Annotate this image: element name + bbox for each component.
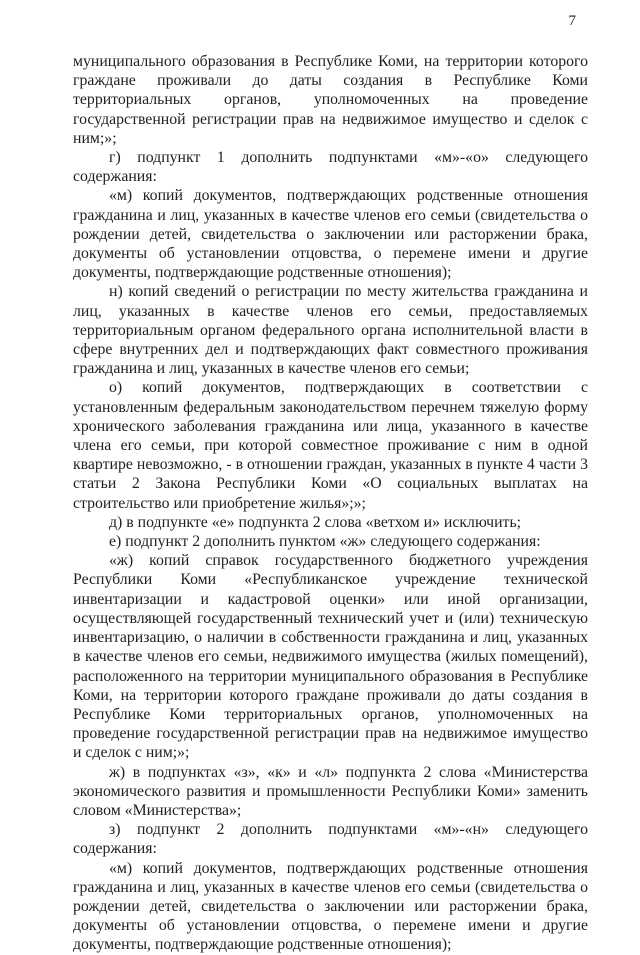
paragraph-continuation: муниципального образования в Республике Коми, на территории которого граждане проживали до даты создания в Республике Коми территориальных органов, уполномоченных на проведение государственной регистрации прав на недвижимое имущество и сделок с ним;»; [73, 53, 588, 147]
paragraph-item-n: н) копий сведений о регистрации по месту жительства гражданина и лиц, указанных в качестве членов его семьи, предоставляемых территориальным органом федерального органа исполнительной власти в сфере внутренних дел и подтверждающих факт совместного проживания гражданина и лиц, указанных в качестве членов его семьи; [73, 283, 588, 378]
paragraph-item-m-quoted-2: «м) копий документов, подтверждающих родственные отношения гражданина и лиц, указанных в качестве членов его семьи (свидетельства о рождении детей, свидетельства о заключении или расторжении брака, документы об установлении отцовства, о перемене имени и другие документы, подтверждающие родственные отношения); [73, 859, 588, 954]
paragraph-item-e: е) подпункт 2 дополнить пунктом «ж» следующего содержания: [109, 533, 541, 551]
paragraph-item-m-quoted: «м) копий документов, подтверждающих родственные отношения гражданина и лиц, указанных в качестве членов его семьи (свидетельства о рождении детей, свидетельства о заключении или расторжении брака, документы об установлении отцовства, о перемене имени и другие документы, подтверждающие родственные отношения); [73, 187, 588, 282]
paragraph-item-zh-quoted: «ж) копий справок государственного бюджетного учреждения Республики Коми «Республиканское учреждение технической инвентаризации и кадастровой оценки» или иной организации, осуществляющей государственный технический учет и (или) техническую инвентаризацию, о наличии в собственности гражданина и лиц, указанных в качестве членов его семьи, недвижимого имущества (жилых помещений), расположенного на территории муниципального образования в Республике Коми, на территории которого граждане проживали до даты создания в Республике Коми территориальных органов, уполномоченных на проведение государственной регистрации прав на недвижимое имущество и сделок с ним;»; [73, 552, 588, 762]
paragraph-item-zh: ж) в подпунктах «з», «к» и «л» подпункта 2 слова «Министерства экономического развития и промышленности Республики Коми» заменить словом «Министерства»; [73, 763, 588, 819]
paragraph-item-o: о) копий документов, подтверждающих в соответствии с установленным федеральным законодательством перечнем тяжелую форму хронического заболевания гражданина или лица, указанного в качестве члена его семьи, при которой совместное проживание с ним в одной квартире невозможно, - в отношении граждан, указанных в пункте 4 части 3 статьи 2 Закона Республики Коми «О социальных выплатах на строительство или приобретение жилья»;»; [73, 379, 588, 512]
paragraph-item-z: з) подпункт 2 дополнить подпунктами «м»-«н» следующего содержания: [73, 821, 588, 858]
page-number: 7 [568, 13, 576, 29]
paragraph-item-d: д) в подпункте «е» подпункта 2 слова «ветхом и» исключить; [109, 513, 522, 531]
paragraph-item-g: г) подпункт 1 дополнить подпунктами «м»-«о» следующего содержания: [73, 149, 588, 186]
